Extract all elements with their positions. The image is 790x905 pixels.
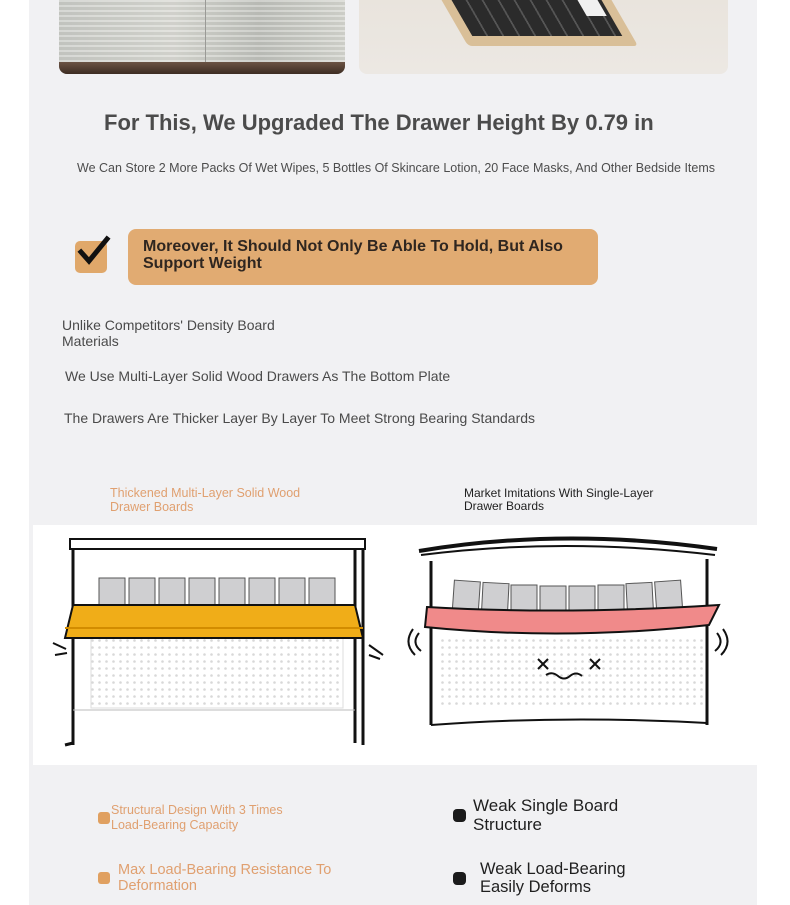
note-competitors: Unlike Competitors' Density Board Materials	[62, 317, 275, 349]
sturdy-cabinet-illustration	[53, 539, 383, 745]
section-headline: For This, We Upgraded The Drawer Height By 0.79 in	[104, 110, 654, 135]
feature-load-capacity	[98, 803, 311, 833]
caption-imitation: Market Imitations With Single-Layer Drawer Boards	[464, 486, 654, 513]
highlight-banner	[128, 229, 598, 285]
feature-weak-load	[453, 860, 670, 896]
wood-board-photo	[59, 0, 345, 74]
checkmark-icon	[75, 241, 107, 273]
note-multilayer: We Use Multi-Layer Solid Wood Drawers As The Bottom Plate	[65, 368, 451, 384]
note-thicker-layers: The Drawers Are Thicker Layer By Layer To Meet Strong Bearing Standards	[64, 410, 536, 426]
black-bullet-icon	[453, 809, 466, 822]
highlight-text: Moreover, It Should Not Only Be Able To Hold, But Also Support Weight	[143, 238, 563, 272]
feature-text: Max Load-Bearing Resistance To Deformation	[118, 862, 332, 894]
weak-cabinet-illustration	[408, 538, 727, 725]
orange-bullet-icon	[98, 872, 110, 884]
caption-multilayer: Thickened Multi-Layer Solid Wood Drawer Boards	[110, 486, 301, 514]
feature-text: Structural Design With 3 Times Load-Bearing Capacity	[111, 803, 283, 832]
feature-text: Weak Single Board Structure	[473, 796, 619, 834]
feature-deformation-resistance	[98, 862, 338, 894]
black-bullet-icon	[453, 872, 466, 885]
storage-description: We Can Store 2 More Packs Of Wet Wipes, 5 Bottles Of Skincare Lotion, 20 Face Masks, And Other Bedside Items	[77, 161, 716, 175]
orange-bullet-icon	[98, 812, 110, 824]
drawer-tray-photo	[359, 0, 728, 74]
comparison-illustration	[33, 525, 757, 765]
feature-weak-structure	[453, 796, 663, 834]
feature-text: Weak Load-Bearing Easily Deforms	[480, 860, 626, 896]
